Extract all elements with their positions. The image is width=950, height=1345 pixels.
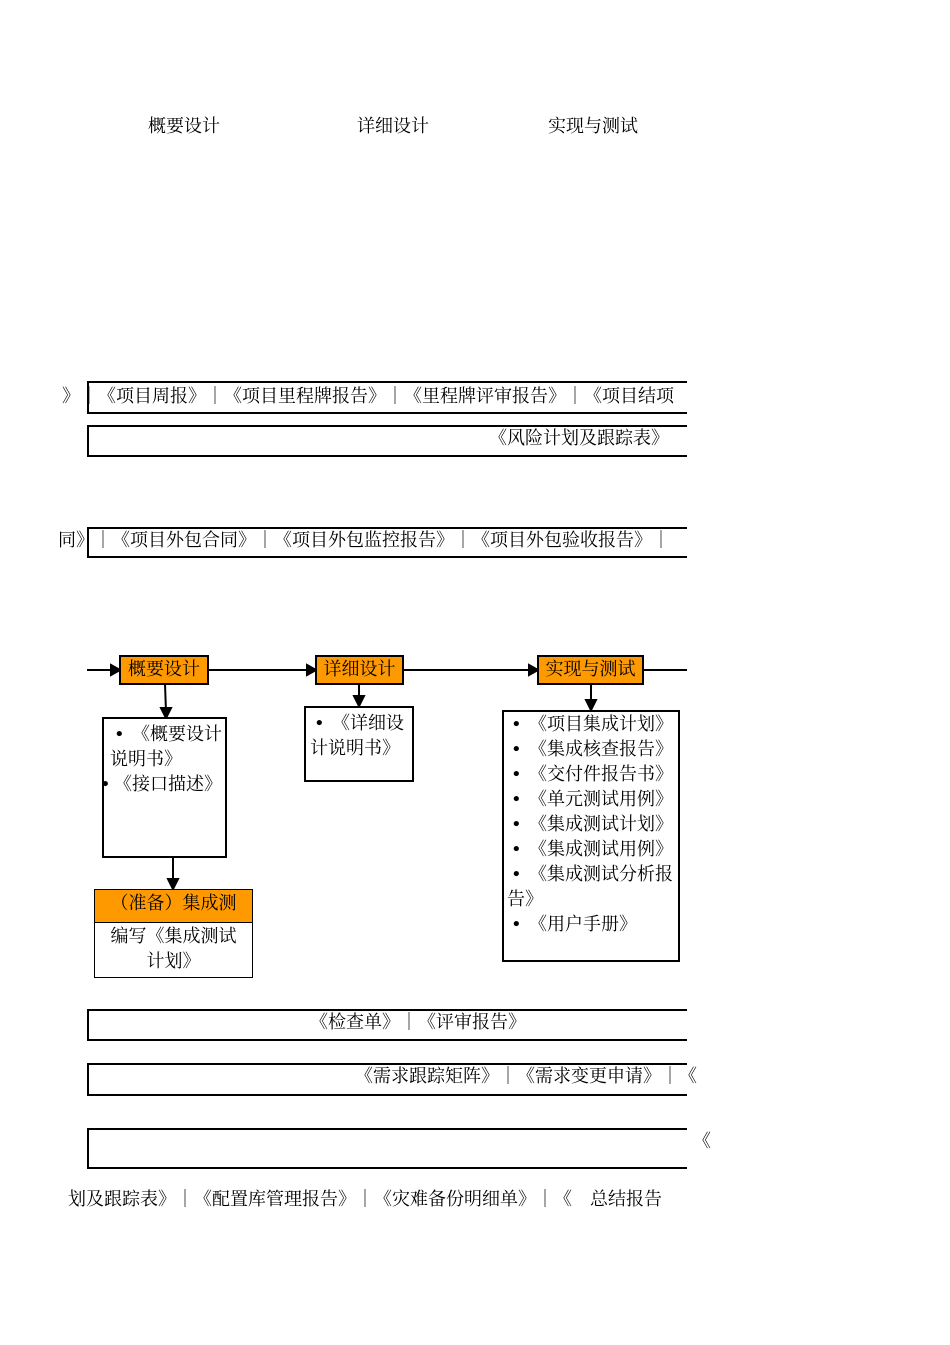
bullet: • <box>511 839 522 860</box>
list-item <box>511 837 673 862</box>
bar-row5-bottom-line <box>87 1094 687 1096</box>
box1-item2 <box>100 772 222 797</box>
bullet: • <box>100 774 111 795</box>
bar-row5-text: 《需求跟踪矩阵》｜《需求变更申请》｜《 <box>355 1066 697 1087</box>
bullet: • <box>314 713 325 734</box>
box3-item-wrap-text: 告》 <box>507 889 543 910</box>
bar-row7-text: 划及跟踪表》｜《配置库管理报告》｜《灾难备份明细单》｜《 总结报告 <box>68 1189 662 1210</box>
prep-body-line1: 编写《集成测试 <box>110 926 237 947</box>
list-item <box>511 737 673 762</box>
list-item <box>511 787 673 812</box>
bar-row6-text: 《 <box>693 1131 711 1152</box>
box1-line3: 《接口描述》 <box>114 774 222 795</box>
doc-box-detail <box>304 706 414 782</box>
box1-line2: 说明书》 <box>110 749 182 770</box>
list-item <box>511 812 673 837</box>
arrow-to-box3 <box>586 700 596 710</box>
box1-line1: 《概要设计 <box>132 724 222 745</box>
box3-item-text: 《单元测试用例》 <box>529 789 673 810</box>
prep-title: （准备）集成测 <box>95 890 252 923</box>
bar-row3-text: 同》｜《项目外包合同》｜《项目外包监控报告》｜《项目外包验收报告》｜ <box>58 530 670 551</box>
arrow-to-prep <box>168 879 178 889</box>
bullet: • <box>114 724 125 745</box>
bullet: • <box>511 914 522 935</box>
box1-item1 <box>114 722 222 747</box>
bar-row4-bottom-line <box>87 1039 687 1041</box>
bullet: • <box>511 739 522 760</box>
list-item <box>511 862 673 887</box>
prep-integration-test-box <box>94 889 253 978</box>
bar-row1-text: 》｜《项目周报》｜《项目里程牌报告》｜《里程牌评审报告》｜《项目结项 <box>62 386 674 407</box>
bar-row4-left-line <box>87 1009 89 1041</box>
bar-row6-bottom-line <box>87 1167 687 1169</box>
box3-item-text: 《用户手册》 <box>529 914 637 935</box>
doc-box-overview <box>102 717 227 858</box>
header-stage-overview-design: 概要设计 <box>148 116 220 137</box>
box3-item-text: 《交付件报告书》 <box>529 764 673 785</box>
bullet: • <box>511 789 522 810</box>
box2-line2: 计说明书》 <box>310 738 400 759</box>
bar-row6-top-line <box>87 1128 687 1130</box>
arrow-to-box2 <box>354 696 364 706</box>
bullet: • <box>511 864 522 885</box>
box3-item-text: 《集成测试用例》 <box>529 839 673 860</box>
bar-row6-left-line <box>87 1128 89 1169</box>
list-item <box>511 762 673 787</box>
bar-row2-text: 《风险计划及跟踪表》 <box>489 428 669 449</box>
header-stage-implement-test: 实现与测试 <box>548 116 638 137</box>
box2-line1: 《详细设 <box>332 713 404 734</box>
box3-item-text: 《集成测试分析报 <box>529 864 673 885</box>
box2-item1 <box>314 711 404 736</box>
bar-row5-left-line <box>87 1063 89 1096</box>
list-item-wrap <box>507 887 673 912</box>
list-item <box>511 712 673 737</box>
stage-detail-design: 详细设计 <box>315 655 404 685</box>
box3-item-text: 《集成测试计划》 <box>529 814 673 835</box>
stage-implement-test: 实现与测试 <box>537 655 644 685</box>
bar-row4-text: 《检查单》｜《评审报告》 <box>310 1012 526 1033</box>
stage-overview-design: 概要设计 <box>119 655 209 685</box>
prep-body-line2: 计划》 <box>146 951 201 972</box>
box3-item-text: 《项目集成计划》 <box>529 714 673 735</box>
doc-box-implementation <box>502 710 680 962</box>
bullet: • <box>511 764 522 785</box>
list-item <box>511 912 673 937</box>
header-stage-detail-design: 详细设计 <box>357 116 429 137</box>
bullet: • <box>511 714 522 735</box>
box3-list <box>507 712 673 937</box>
box3-item-text: 《集成核查报告》 <box>529 739 673 760</box>
bullet: • <box>511 814 522 835</box>
